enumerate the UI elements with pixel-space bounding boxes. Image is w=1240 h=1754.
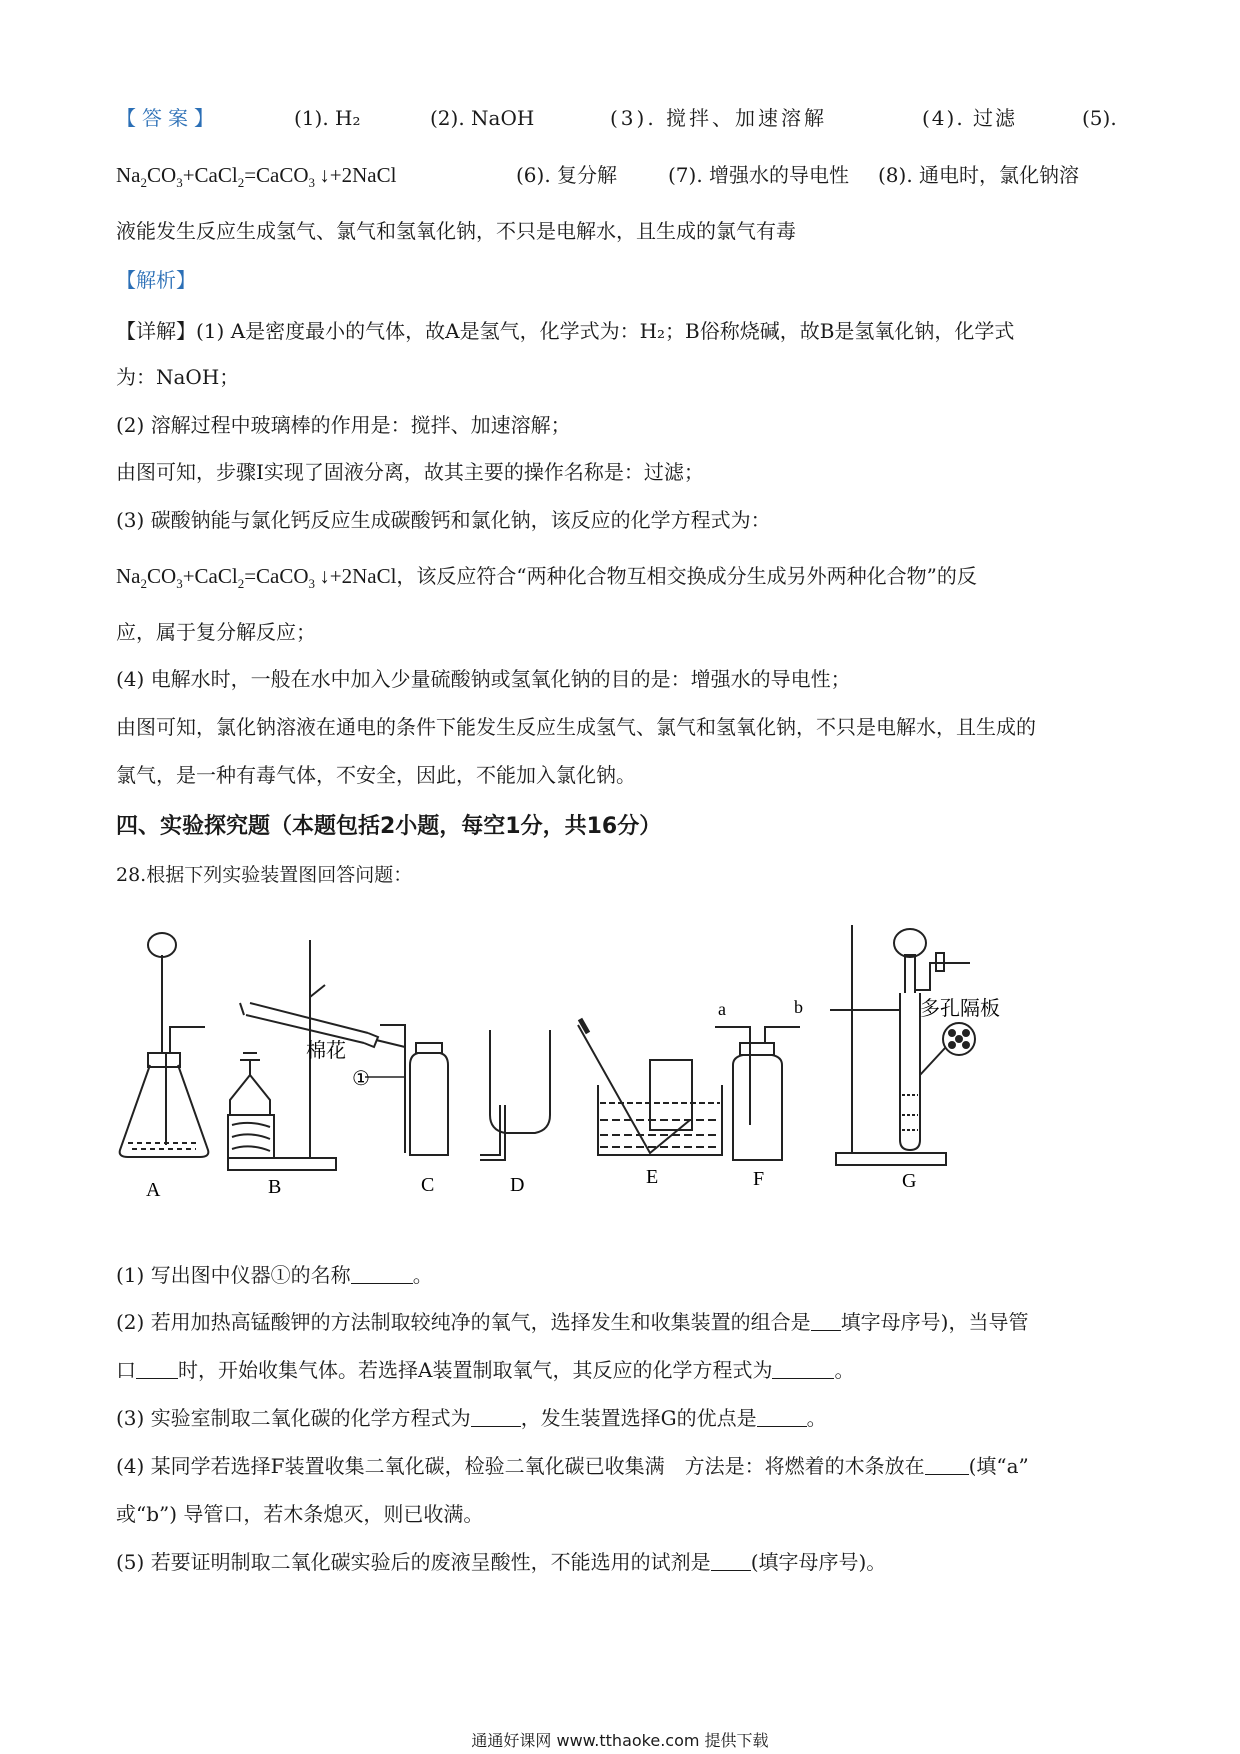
question-4a	[116, 1451, 1126, 1481]
answer-item-6: (6). 复分解	[516, 163, 618, 187]
detail-para-1b: 为：NaOH；	[116, 365, 240, 389]
detail-para-5	[116, 561, 1126, 599]
answer-tag: 【答案】	[116, 106, 220, 130]
detail-text-1: (1) A是密度最小的气体，故A是氢气，化学式为：H₂；B俗称烧碱，故B是氢氧化钠，化学式	[196, 319, 1015, 343]
apparatus-g	[830, 925, 975, 1165]
answer-line-2	[116, 160, 1126, 198]
question-2b-start: 口	[116, 1358, 136, 1382]
answer-item-2: (2). NaOH	[430, 106, 535, 130]
analysis-tag: 【解析】	[116, 268, 196, 292]
answer-item-7: (7). 增强水的导电性	[668, 163, 850, 187]
label-circled-one: ①	[352, 1068, 370, 1090]
question-2b-mid: 时，开始收集气体。若选择A装置制取氧气，其反应的化学方程式为	[178, 1358, 773, 1382]
label-cotton: 棉花	[306, 1038, 346, 1062]
apparatus-c	[365, 1025, 448, 1155]
detail-para-4: (3) 碳酸钠能与氯化钙反应生成碳酸钙和氯化钠，该反应的化学方程式为：	[116, 508, 771, 532]
question-1	[116, 1260, 1126, 1290]
blank-3a	[471, 1406, 521, 1427]
label-d: D	[510, 1174, 525, 1196]
blank-4	[925, 1454, 969, 1475]
blank-5	[711, 1550, 751, 1571]
equation-analysis: $Na_2CO_3+CaCl_2=CaCO_3$ ↓+2NaCl	[116, 564, 397, 592]
question-2b-end: 。	[834, 1358, 855, 1382]
question-4b: 或“b”) 导管口，若木条熄灭，则已收满。	[116, 1502, 484, 1526]
detail-para-6: 应，属于复分解反应；	[116, 620, 316, 644]
question-4a-end: (填“a”	[968, 1454, 1029, 1478]
detail-para-8: 由图可知，氯化钠溶液在通电的条件下能发生反应生成氢气、氯气和氢氧化钠，不只是电解水，且生成的	[116, 715, 1036, 739]
apparatus-f	[715, 1027, 800, 1160]
apparatus-d	[480, 1030, 550, 1160]
detail-text-5: ，该反应符合“两种化合物互相交换成分生成另外两种化合物”的反	[396, 564, 977, 588]
equation-answer: $Na_2CO_3+CaCl_2=CaCO_3$ ↓+2NaCl	[116, 163, 397, 191]
footer-text: 通通好课网 www.tthaoke.com 提供下载	[471, 1731, 769, 1750]
detail-tag: 【详解】	[116, 319, 196, 343]
question-2a	[116, 1307, 1126, 1337]
label-e: E	[646, 1166, 659, 1188]
question-1-end: 。	[412, 1263, 433, 1287]
label-a: A	[146, 1179, 161, 1201]
blank-2a	[811, 1310, 841, 1331]
label-b: B	[268, 1176, 282, 1198]
question-3-text-a: (3) 实验室制取二氧化碳的化学方程式为	[116, 1406, 471, 1430]
blank-2b	[136, 1358, 178, 1379]
detail-para-3: 由图可知，步骤I实现了固液分离，故其主要的操作名称是：过滤；	[116, 460, 704, 484]
detail-para-1a	[116, 316, 1126, 346]
question-2b	[116, 1355, 1126, 1385]
answer-item-5: (5).	[1082, 106, 1117, 130]
label-port-b: b	[794, 997, 803, 1017]
question-5-end: (填字母序号)。	[750, 1550, 887, 1574]
answer-item-1: (1). H₂	[294, 106, 361, 130]
detail-para-7: (4) 电解水时，一般在水中加入少量硫酸钠或氢氧化钠的目的是：增强水的导电性；	[116, 667, 851, 691]
blank-3b	[757, 1406, 807, 1427]
label-c: C	[421, 1174, 435, 1196]
apparatus-figure	[110, 915, 1120, 1205]
question-2a-end: 填字母序号)，当导管	[840, 1310, 1029, 1334]
question-5	[116, 1547, 1126, 1577]
question-5-text: (5) 若要证明制取二氧化碳实验后的废液呈酸性，不能选用的试剂是	[116, 1550, 711, 1574]
question-3-text-b: ，发生装置选择G的优点是	[520, 1406, 757, 1430]
label-g: G	[902, 1170, 917, 1192]
question-2a-text: (2) 若用加热高锰酸钾的方法制取较纯净的氧气，选择发生和收集装置的组合是	[116, 1310, 811, 1334]
label-f: F	[753, 1168, 765, 1190]
question-3-end: 。	[806, 1406, 827, 1430]
detail-para-2: (2) 溶解过程中玻璃棒的作用是：搅拌、加速溶解；	[116, 413, 571, 437]
section-title: 四、实验探究题（本题包括2小题，每空1分，共16分）	[116, 814, 662, 839]
question-4a-text: (4) 某同学若选择F装置收集二氧化碳，检验二氧化碳已收集满 方法是：将燃着的木条放在	[116, 1454, 925, 1478]
answer-item-3: (3). 搅拌、加速溶解	[610, 106, 828, 130]
answer-item-8: (8). 通电时，氯化钠溶	[878, 163, 1080, 187]
label-porous-plate: 多孔隔板	[920, 996, 1000, 1020]
answer-item-4: (4). 过滤	[922, 106, 1018, 130]
answer-line-1	[116, 103, 1126, 133]
label-port-a: a	[718, 999, 726, 1019]
blank-2c	[772, 1358, 834, 1379]
detail-para-9: 氯气，是一种有毒气体，不安全，因此，不能加入氯化钠。	[116, 763, 636, 787]
question-stem: 28.根据下列实验装置图回答问题：	[116, 864, 413, 886]
apparatus-a	[120, 933, 209, 1157]
blank-1	[351, 1263, 413, 1284]
apparatus-e	[578, 1019, 722, 1155]
answer-line-3: 液能发生反应生成氢气、氯气和氢氧化钠，不只是电解水，且生成的氯气有毒	[116, 219, 796, 243]
question-1-text: (1) 写出图中仪器①的名称	[116, 1263, 351, 1287]
question-3	[116, 1403, 1126, 1433]
